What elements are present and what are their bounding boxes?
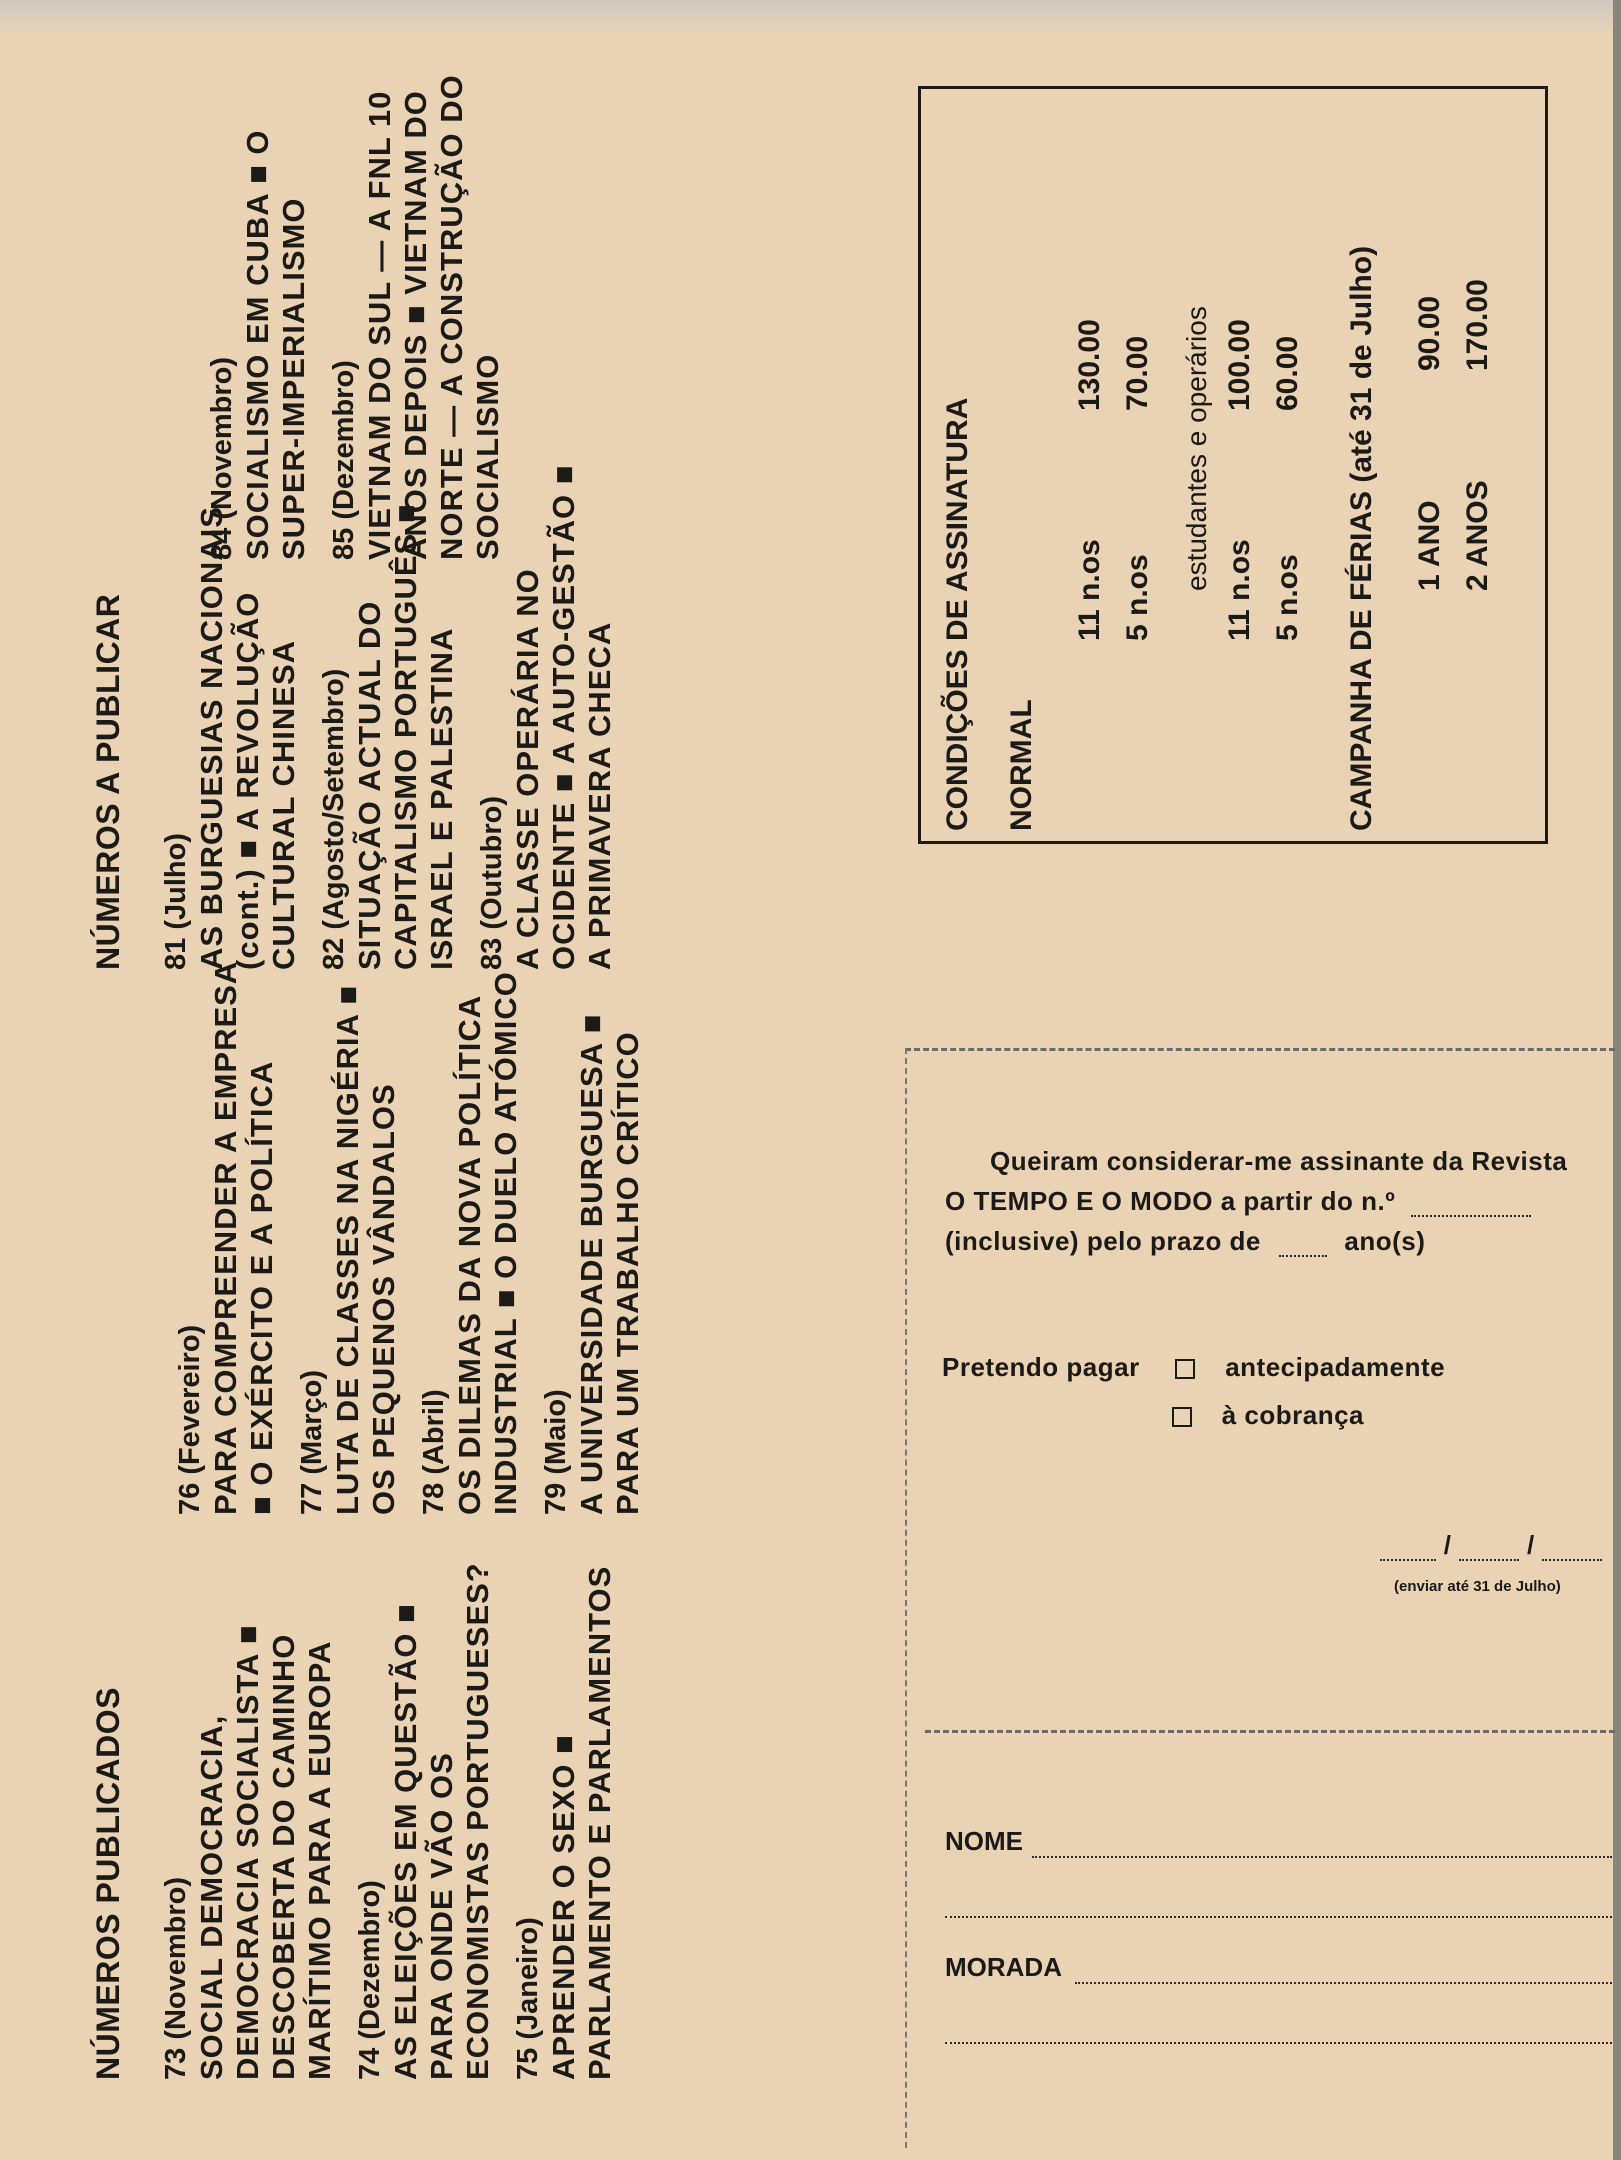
cut-line-middle bbox=[925, 1730, 1615, 1733]
prepay-checkbox[interactable] bbox=[1175, 1359, 1195, 1379]
published-item bbox=[352, 1520, 496, 2080]
issue-number: 75 (Janeiro) bbox=[512, 1917, 544, 2080]
date-field bbox=[1380, 1530, 1602, 1561]
price-row bbox=[1073, 99, 1121, 831]
published-item bbox=[158, 1520, 338, 2080]
issue-number: 74 (Dezembro) bbox=[354, 1880, 386, 2080]
payment-label: Pretendo pagar bbox=[942, 1352, 1140, 1382]
issue-number: 77 (Março) bbox=[296, 1369, 328, 1515]
form-line-1: Queiram considerar-me assinante da Revista bbox=[990, 1146, 1568, 1176]
form-line-3 bbox=[945, 1226, 1425, 1257]
years-field[interactable] bbox=[1279, 1255, 1327, 1257]
upcoming-heading: NÚMEROS A PUBLICAR bbox=[90, 593, 126, 970]
date-year-field[interactable] bbox=[1542, 1559, 1602, 1561]
address-field-line-2[interactable] bbox=[945, 2042, 1612, 2044]
form-line-2 bbox=[945, 1186, 1531, 1217]
campaign-label: CAMPANHA DE FÉRIAS (até 31 de Julho) bbox=[1345, 245, 1378, 831]
issue-number: 82 (Agosto/Setembro) bbox=[318, 668, 350, 970]
form-line-3-text: (inclusive) pelo prazo de bbox=[945, 1226, 1261, 1256]
date-separator: / bbox=[1443, 1530, 1452, 1560]
normal-label: NORMAL bbox=[1005, 699, 1038, 831]
address-field[interactable] bbox=[1075, 1982, 1612, 1984]
price-label: 5 n.os bbox=[1121, 554, 1154, 641]
price-value: 60.00 bbox=[1271, 335, 1304, 411]
upcoming-item bbox=[204, 20, 312, 560]
issue-topics: SITUAÇÃO ACTUAL DO CAPITALISMO PORTUGUÊS ■ ISRAEL E PALESTINA bbox=[352, 503, 459, 970]
date-month-field[interactable] bbox=[1459, 1559, 1519, 1561]
price-label: 1 ANO bbox=[1413, 500, 1446, 591]
address-label: MORADA bbox=[945, 1952, 1062, 1982]
price-row bbox=[1223, 99, 1271, 831]
issue-number: 79 (Maio) bbox=[540, 1389, 572, 1515]
cut-line-left bbox=[905, 1048, 907, 2148]
date-note: (enviar até 31 de Julho) bbox=[1394, 1578, 1561, 1595]
issue-number: 85 (Dezembro) bbox=[328, 360, 360, 560]
price-label: 5 n.os bbox=[1271, 554, 1304, 641]
price-row bbox=[1271, 99, 1319, 831]
issue-topics: APRENDER O SEXO ■ PARLAMENTO E PARLAMENTOS bbox=[546, 1565, 617, 2080]
price-row bbox=[1413, 99, 1461, 831]
name-field-line-2[interactable] bbox=[945, 1916, 1612, 1918]
issue-topics: PARA COMPREENDER A EMPRESA ■ O EXÉRCITO E A POLÍTICA bbox=[208, 961, 279, 1515]
upcoming-continued bbox=[190, 0, 750, 560]
issue-topics: LUTA DE CLASSES NA NIGÉRIA ■ OS PEQUENOS VÂNDALOS bbox=[330, 984, 401, 1515]
date-separator: / bbox=[1526, 1530, 1535, 1560]
payment-option-1 bbox=[942, 1352, 1445, 1383]
form-line-3-suffix: ano(s) bbox=[1344, 1226, 1426, 1256]
students-label: estudantes e operários bbox=[1181, 306, 1212, 591]
name-field[interactable] bbox=[1032, 1856, 1612, 1858]
collection-checkbox[interactable] bbox=[1172, 1407, 1192, 1427]
published-item bbox=[510, 1520, 618, 2080]
subscription-conditions-box bbox=[918, 86, 1548, 844]
issue-number: 78 (Abril) bbox=[418, 1389, 450, 1515]
issue-number: 81 (Julho) bbox=[160, 833, 192, 970]
price-row bbox=[1121, 99, 1169, 831]
price-value: 130.00 bbox=[1073, 319, 1106, 411]
price-value: 100.00 bbox=[1223, 319, 1256, 411]
upcoming-item bbox=[326, 20, 506, 560]
price-value: 170.00 bbox=[1461, 279, 1494, 371]
price-label: 2 ANOS bbox=[1461, 480, 1494, 591]
issue-number-field[interactable] bbox=[1411, 1215, 1531, 1217]
issue-number: 73 (Novembro) bbox=[160, 1876, 192, 2080]
page-right-edge bbox=[1613, 0, 1621, 2160]
price-row bbox=[1461, 99, 1509, 831]
price-value: 90.00 bbox=[1413, 295, 1446, 371]
collection-label: à cobrança bbox=[1221, 1400, 1365, 1430]
name-label: NOME bbox=[945, 1826, 1023, 1856]
issue-topics: AS ELEIÇÕES EM QUESTÃO ■ PARA ONDE VÃO OS ECONOMISTAS PORTUGUESES? bbox=[388, 1562, 495, 2080]
published-heading: NÚMEROS PUBLICADOS bbox=[90, 1686, 126, 2080]
issue-topics: AS BURGUESIAS NACIONAIS (cont.) ■ A REVOLUÇÃO CULTURAL CHINESA bbox=[194, 506, 301, 970]
issue-number: 76 (Fevereiro) bbox=[174, 1324, 206, 1515]
form-line-2-text: O TEMPO E O MODO a partir do n.º bbox=[945, 1186, 1396, 1216]
prepay-label: antecipadamente bbox=[1225, 1352, 1446, 1382]
date-day-field[interactable] bbox=[1380, 1559, 1436, 1561]
issue-number: 84 (Novembro) bbox=[206, 356, 238, 560]
price-label: 11 n.os bbox=[1223, 539, 1256, 641]
issue-topics: VIETNAM DO SUL — A FNL 10 ANOS DEPOIS ■ VIETNAM DO NORTE — A CONSTRUÇÃO DO SOCIALISMO bbox=[362, 74, 505, 560]
issue-topics: A CLASSE OPERÁRIA NO OCIDENTE ■ A AUTO-GESTÃO ■ A PRIMAVERA CHECA bbox=[510, 464, 617, 970]
price-value: 70.00 bbox=[1121, 335, 1154, 411]
issue-number: 83 (Outubro) bbox=[476, 796, 508, 970]
issue-topics: OS DILEMAS DA NOVA POLÍTICA INDUSTRIAL ■ O DUELO ATÓMICO bbox=[452, 971, 523, 1515]
issue-topics: A UNIVERSIDADE BURGUESA ■ PARA UM TRABALHO CRÍTICO bbox=[574, 1013, 645, 1515]
issue-topics: SOCIAL DEMOCRACIA, DEMOCRACIA SOCIALISTA ■ DESCOBERTA DO CAMINHO MARÍTIMO PARA A EUROPA bbox=[194, 1624, 337, 2080]
payment-option-2 bbox=[1172, 1400, 1364, 1431]
conditions-title: CONDIÇÕES DE ASSINATURA bbox=[941, 397, 974, 831]
issue-topics: SOCIALISMO EM CUBA ■ O SUPER-IMPERIALISMO bbox=[240, 129, 311, 560]
cut-line-top bbox=[905, 1048, 1615, 1051]
price-label: 11 n.os bbox=[1073, 539, 1106, 641]
published-column bbox=[90, 1520, 618, 2080]
